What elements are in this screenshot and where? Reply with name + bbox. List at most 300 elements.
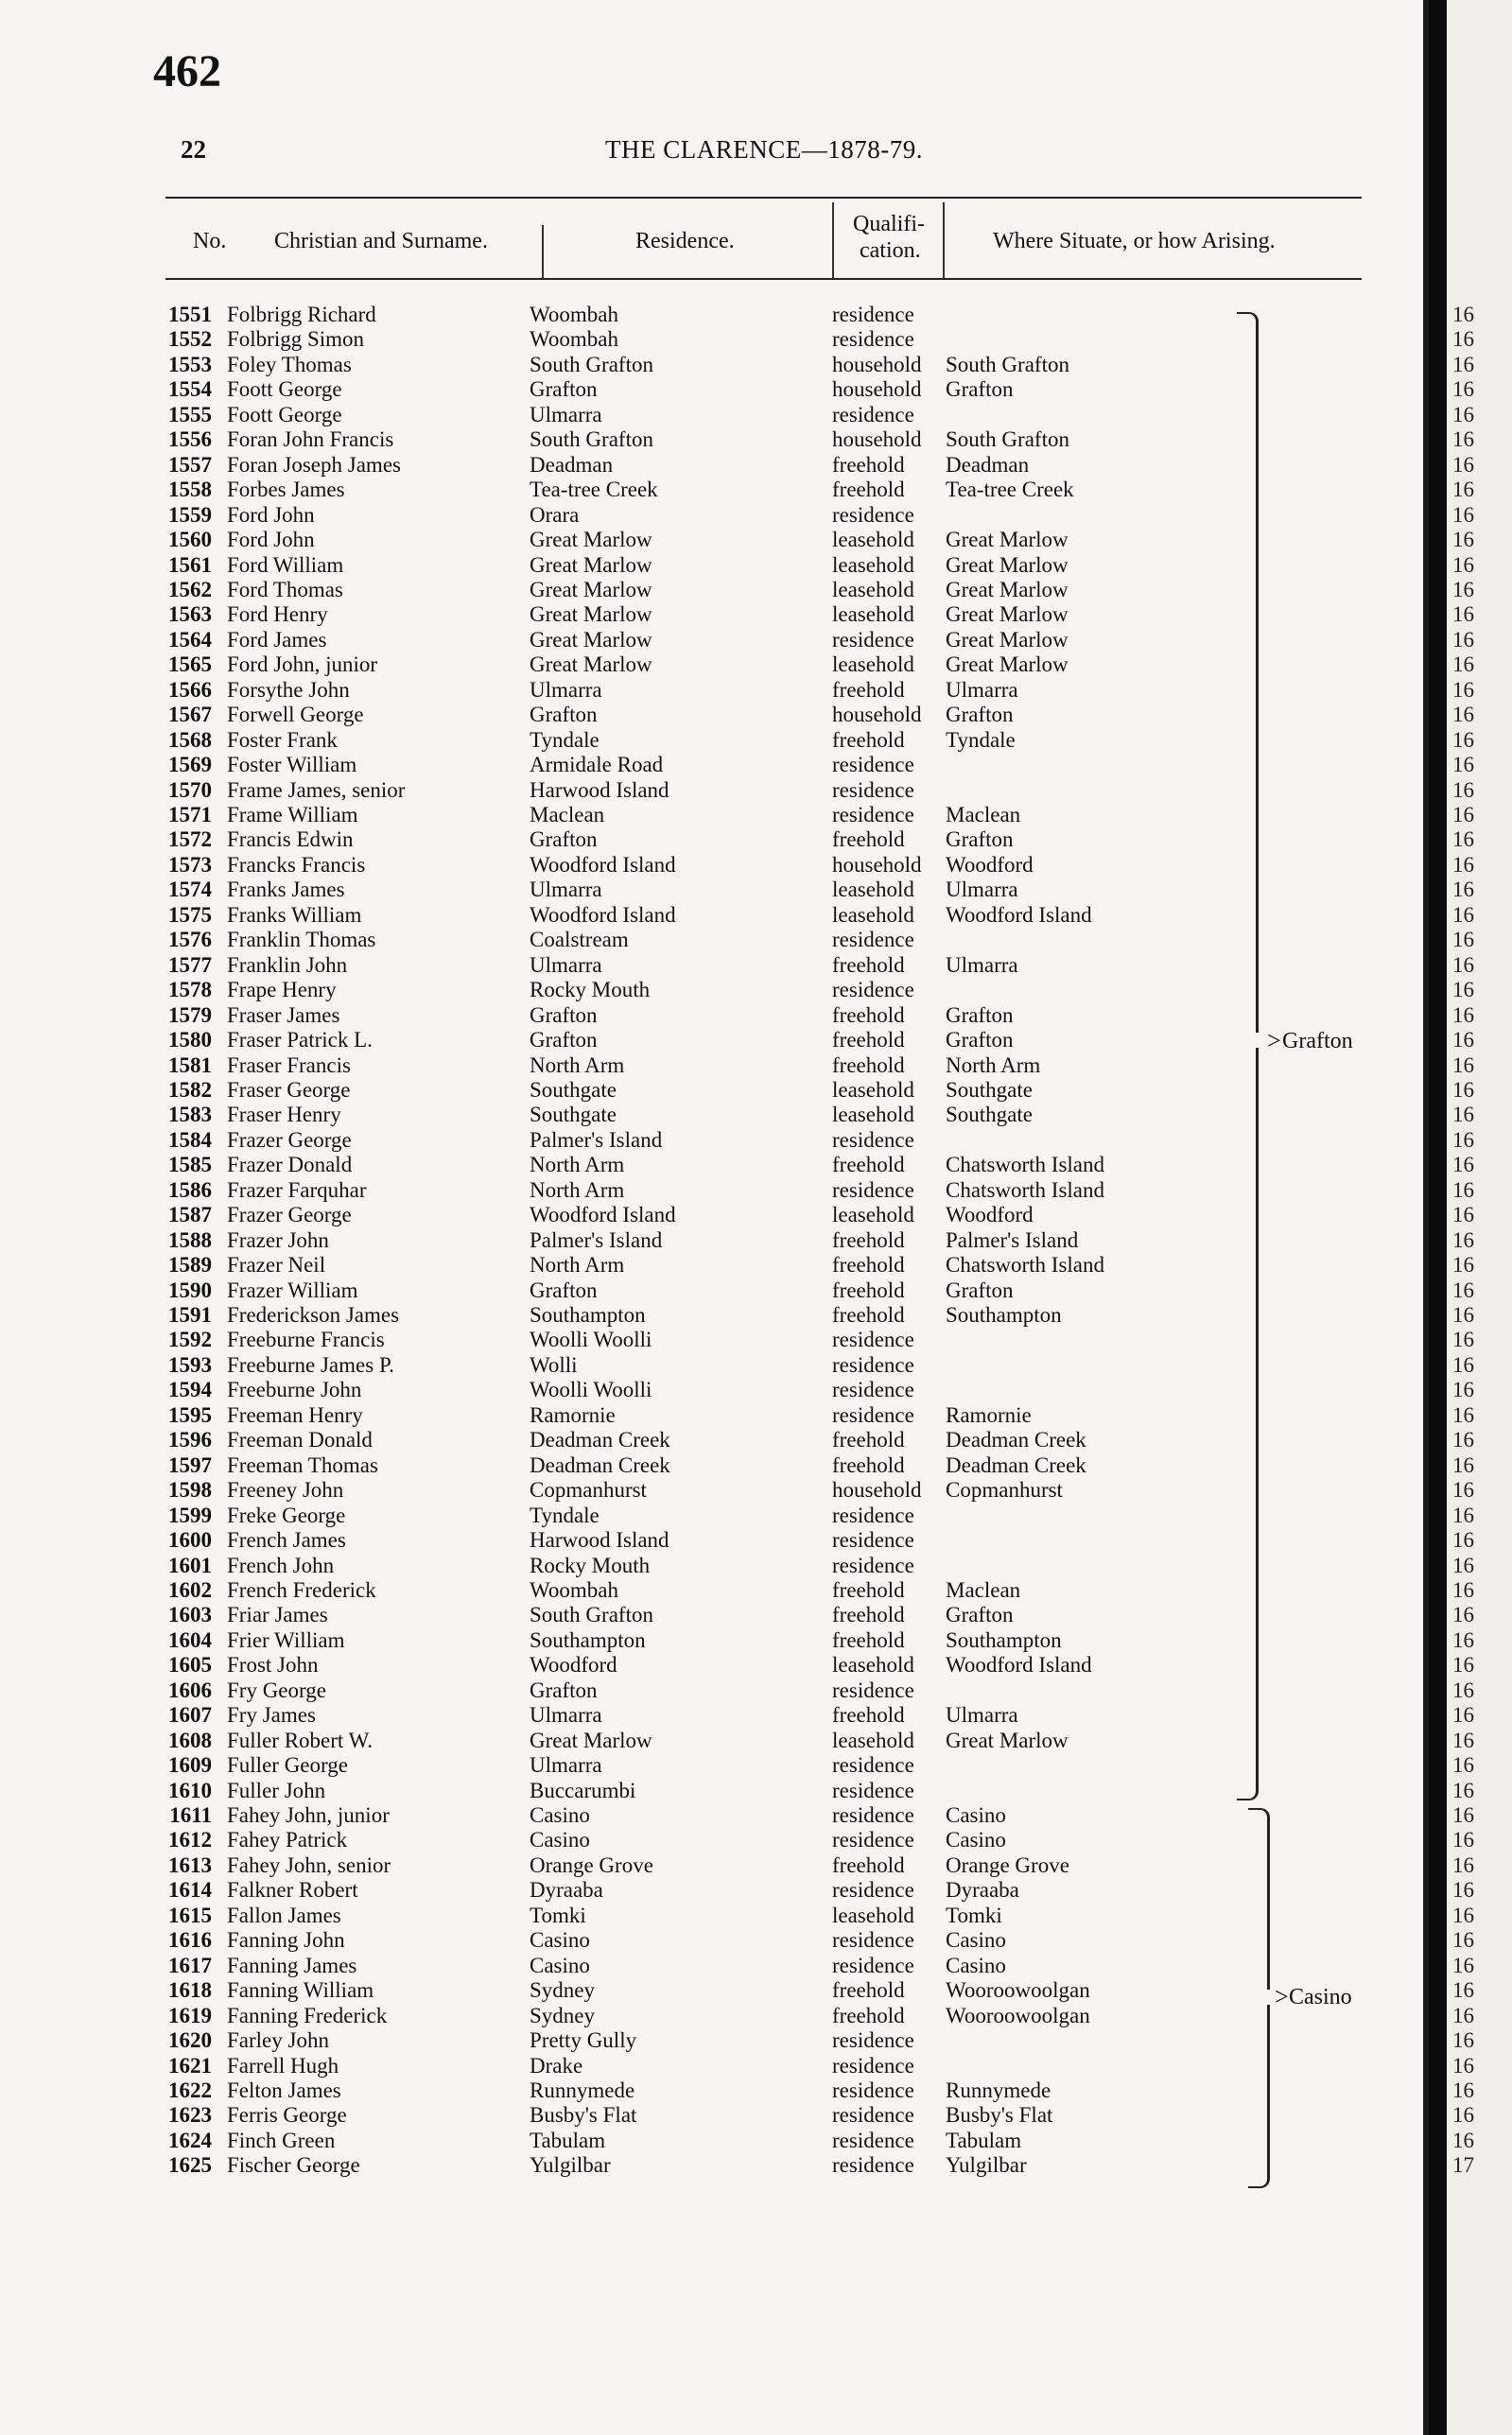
entry-number: 1602 [168, 1577, 212, 1602]
header-divider-2 [832, 202, 834, 278]
entry-qualification: residence [832, 1127, 914, 1152]
entry-residence: Grafton [530, 1678, 598, 1702]
entry-where-situate: Tyndale [946, 727, 1016, 752]
facing-page-fragment: 16 [1452, 978, 1474, 1002]
entry-number: 1583 [168, 1103, 212, 1127]
entry-qualification: freehold [832, 1253, 905, 1278]
entry-qualification: residence [832, 1378, 914, 1402]
facing-page-fragment: 16 [1452, 1352, 1474, 1377]
entry-residence: Great Marlow [530, 528, 652, 552]
table-row [0, 1353, 1423, 1378]
facing-page-fragment: 16 [1452, 1728, 1474, 1752]
table-row [0, 1078, 1423, 1103]
entry-residence: Woodford Island [530, 1203, 676, 1227]
table-row [0, 1453, 1423, 1478]
table-row [0, 1053, 1423, 1078]
casino-label: Casino [1289, 1985, 1352, 2009]
entry-number: 1604 [168, 1627, 212, 1652]
entry-residence: Woodford Island [530, 902, 676, 927]
entry-where-situate: Ulmarra [946, 677, 1018, 702]
entry-number: 1620 [168, 2028, 212, 2053]
entry-qualification: residence [832, 1352, 914, 1377]
entry-where-situate: Tabulam [946, 2128, 1022, 2152]
entry-number: 1589 [168, 1253, 212, 1278]
entry-name: Fanning Frederick [227, 2003, 388, 2027]
entry-name: Forsythe John [227, 677, 350, 702]
table-row [0, 303, 1423, 327]
casino-brace-upper [1248, 1808, 1270, 1990]
entry-where-situate: Deadman Creek [946, 1428, 1086, 1452]
entry-residence: Tyndale [530, 1503, 600, 1527]
entry-name: Falkner Robert [227, 1878, 358, 1903]
facing-page-fragment: 16 [1452, 2028, 1474, 2053]
entry-where-situate: Maclean [946, 803, 1021, 826]
facing-page-fragment: 16 [1452, 1227, 1474, 1252]
table-row [0, 1478, 1423, 1503]
header-divider-1 [542, 225, 544, 278]
entry-residence: Orara [530, 502, 580, 527]
entry-qualification: leasehold [832, 652, 914, 677]
table-row [0, 2153, 1423, 2178]
table-row [0, 803, 1423, 827]
entry-qualification: leasehold [832, 1903, 914, 1927]
grafton-brace-point: > [1267, 1027, 1281, 1054]
entry-number: 1585 [168, 1153, 212, 1177]
entry-qualification: freehold [832, 1227, 905, 1252]
entry-number: 1557 [168, 452, 212, 477]
table-row [0, 427, 1423, 452]
entry-name: Ford John, junior [227, 652, 378, 677]
table-row [0, 1428, 1423, 1452]
entry-where-situate: Wooroowoolgan [946, 2003, 1090, 2027]
entry-where-situate: Grafton [946, 1002, 1014, 1027]
entry-residence: North Arm [530, 1153, 625, 1177]
entry-number: 1587 [168, 1203, 212, 1227]
facing-page-fragment: 16 [1452, 452, 1474, 477]
table-row [0, 1403, 1423, 1428]
entry-number: 1560 [168, 528, 212, 552]
entry-number: 1574 [168, 878, 212, 902]
entry-number: 1597 [168, 1452, 212, 1477]
entry-residence: Ulmarra [530, 878, 602, 902]
entry-name: Fraser Henry [227, 1103, 341, 1127]
entry-residence: Tea-tree Creek [530, 478, 658, 502]
facing-page-fragment: 16 [1452, 928, 1474, 952]
entry-name: Ford William [227, 552, 344, 577]
entry-residence: Tyndale [530, 727, 600, 752]
facing-page-fragment: 16 [1452, 1402, 1474, 1427]
table-row [0, 1253, 1423, 1278]
table-row [0, 1779, 1423, 1803]
facing-page-fragment: 16 [1452, 1177, 1474, 1202]
entry-residence: Casino [530, 1803, 590, 1827]
table-row [0, 1378, 1423, 1402]
entry-where-situate: Ramornie [946, 1402, 1032, 1427]
entry-name: Fanning William [227, 1978, 374, 2003]
entry-residence: Great Marlow [530, 552, 652, 577]
entry-name: Frost John [227, 1653, 319, 1678]
table-row [0, 327, 1423, 352]
entry-name: Farley John [227, 2028, 329, 2053]
facing-page-fragment: 16 [1452, 352, 1474, 376]
table-row [0, 2004, 1423, 2028]
entry-number: 1608 [168, 1728, 212, 1752]
entry-number: 1553 [168, 352, 212, 376]
facing-page-fragment: 16 [1452, 2128, 1474, 2152]
table-row [0, 2028, 1423, 2053]
entry-number: 1578 [168, 978, 212, 1002]
facing-page-fragment: 16 [1452, 1803, 1474, 1827]
entry-residence: South Grafton [530, 1603, 653, 1627]
entry-where-situate: Deadman [946, 452, 1030, 477]
table-row [0, 2129, 1423, 2153]
entry-where-situate: Grafton [946, 1028, 1014, 1052]
entry-residence: Buccarumbi [530, 1778, 636, 1802]
entry-number: 1593 [168, 1352, 212, 1377]
entry-qualification: residence [832, 1328, 914, 1352]
entry-name: Fahey John, senior [227, 1852, 391, 1877]
entry-where-situate: Tea-tree Creek [946, 478, 1074, 502]
entry-number: 1582 [168, 1077, 212, 1102]
table-row [0, 1928, 1423, 1953]
entry-number: 1581 [168, 1052, 212, 1077]
table-row [0, 978, 1423, 1002]
entry-residence: Wolli [530, 1352, 578, 1377]
entry-residence: Orange Grove [530, 1852, 653, 1877]
entry-where-situate: Casino [946, 1928, 1006, 1953]
table-row [0, 1128, 1423, 1153]
entry-residence: Great Marlow [530, 627, 652, 652]
entry-where-situate: Dyraaba [946, 1878, 1019, 1903]
entry-where-situate: Southgate [946, 1077, 1033, 1102]
entry-residence: Harwood Island [530, 1528, 669, 1553]
entry-number: 1616 [168, 1928, 212, 1953]
entry-residence: Deadman [530, 452, 614, 477]
facing-page-fragment: 16 [1452, 303, 1474, 326]
table-row [0, 628, 1423, 652]
entry-qualification: residence [832, 2103, 914, 2128]
entry-number: 1606 [168, 1678, 212, 1702]
entry-residence: Ramornie [530, 1402, 616, 1427]
entry-residence: Busby's Flat [530, 2103, 637, 2128]
table-row [0, 652, 1423, 677]
entry-name: Foster William [227, 753, 357, 777]
table-row [0, 353, 1423, 377]
facing-page-fragment: 16 [1452, 1903, 1474, 1927]
facing-page-fragment: 16 [1452, 1428, 1474, 1452]
entry-residence: Ulmarra [530, 677, 602, 702]
entry-residence: Woombah [530, 303, 618, 326]
entry-number: 1554 [168, 377, 212, 402]
entry-residence: Grafton [530, 1002, 598, 1027]
entry-qualification: residence [832, 1402, 914, 1427]
facing-page-fragment: 16 [1452, 1028, 1474, 1052]
entry-number: 1588 [168, 1227, 212, 1252]
entry-qualification: residence [832, 1778, 914, 1802]
entry-residence: Palmer's Island [530, 1127, 663, 1152]
entry-where-situate: Tomki [946, 1903, 1002, 1927]
entry-where-situate: Yulgilbar [946, 2153, 1027, 2178]
entry-qualification: residence [832, 303, 914, 326]
entry-residence: Ulmarra [530, 402, 602, 426]
table-row [0, 578, 1423, 602]
table-row [0, 1603, 1423, 1627]
facing-page-fragment: 16 [1452, 478, 1474, 502]
entry-number: 1613 [168, 1852, 212, 1877]
facing-page-fragment: 16 [1452, 677, 1474, 702]
entry-number: 1555 [168, 402, 212, 426]
facing-page-fragment: 16 [1452, 902, 1474, 927]
entry-qualification: residence [832, 2078, 914, 2102]
entry-number: 1617 [168, 1953, 212, 1977]
facing-page-fragment: 16 [1452, 1627, 1474, 1652]
entry-qualification: freehold [832, 1577, 905, 1602]
entry-qualification: residence [832, 2153, 914, 2178]
entry-number: 1577 [168, 952, 212, 977]
entry-number: 1568 [168, 727, 212, 752]
facing-page-fragment: 16 [1452, 878, 1474, 902]
facing-page-fragment: 16 [1452, 1378, 1474, 1402]
entry-residence: Grafton [530, 377, 598, 402]
facing-page-fragment: 16 [1452, 1678, 1474, 1702]
header-qualification-line1: Qualifi- [853, 212, 925, 236]
entry-name: Folbrigg Simon [227, 327, 365, 352]
entry-residence: Palmer's Island [530, 1227, 663, 1252]
table-row [0, 953, 1423, 978]
entry-qualification: residence [832, 978, 914, 1002]
table-row [0, 878, 1423, 902]
facing-page-fragment: 16 [1452, 1303, 1474, 1327]
facing-page-fragment: 16 [1452, 602, 1474, 627]
entry-where-situate: Chatsworth Island [946, 1153, 1105, 1177]
entry-name: Forwell George [227, 703, 364, 727]
header-qualification-line2: cation. [860, 238, 921, 263]
table-row [0, 1703, 1423, 1728]
entry-where-situate: Grafton [946, 1278, 1014, 1302]
entry-where-situate: Southampton [946, 1627, 1062, 1652]
facing-page-fragment: 16 [1452, 1503, 1474, 1527]
entry-residence: Woombah [530, 327, 618, 352]
entry-name: Foster Frank [227, 727, 338, 752]
entry-name: Frazer William [227, 1278, 358, 1302]
entry-name: Fuller John [227, 1778, 326, 1802]
entry-qualification: leasehold [832, 878, 914, 902]
entry-qualification: freehold [832, 1852, 905, 1877]
entry-residence: Grafton [530, 1028, 598, 1052]
entry-name: Ford John [227, 502, 315, 527]
entry-name: Frier William [227, 1627, 345, 1652]
entry-qualification: residence [832, 1953, 914, 1977]
facing-page-fragment: 16 [1452, 2078, 1474, 2102]
entry-where-situate: Chatsworth Island [946, 1253, 1105, 1278]
entry-residence: Woombah [530, 1577, 618, 1602]
entry-number: 1614 [168, 1878, 212, 1903]
entry-where-situate: Chatsworth Island [946, 1177, 1105, 1202]
entry-residence: Deadman Creek [530, 1428, 670, 1452]
table-row [0, 728, 1423, 753]
table-row [0, 678, 1423, 703]
facing-page-fragment: 16 [1452, 952, 1474, 977]
entry-qualification: residence [832, 1803, 914, 1827]
entry-name: Ferris George [227, 2103, 347, 2128]
entry-number: 1596 [168, 1428, 212, 1452]
entry-name: Ford James [227, 627, 327, 652]
facing-page-fragment: 16 [1452, 1278, 1474, 1302]
facing-page-fragment: 16 [1452, 1103, 1474, 1127]
entry-qualification: household [832, 377, 922, 402]
entry-number: 1579 [168, 1002, 212, 1027]
entry-where-situate: Ulmarra [946, 952, 1018, 977]
entry-residence: Rocky Mouth [530, 978, 651, 1002]
entry-number: 1562 [168, 577, 212, 601]
entry-name: Freeney John [227, 1478, 344, 1503]
entry-qualification: leasehold [832, 1103, 914, 1127]
entry-name: Fry James [227, 1703, 316, 1728]
entry-where-situate: Great Marlow [946, 652, 1069, 677]
table-row [0, 903, 1423, 928]
entry-name: Francis Edwin [227, 827, 354, 852]
table-row [0, 1904, 1423, 1928]
entry-where-situate: Wooroowoolgan [946, 1978, 1090, 2003]
entry-number: 1563 [168, 602, 212, 627]
entry-residence: Rocky Mouth [530, 1553, 651, 1577]
entry-where-situate: Casino [946, 1828, 1006, 1852]
entry-residence: Casino [530, 1828, 590, 1852]
entry-where-situate: Runnymede [946, 2078, 1051, 2102]
entry-qualification: leasehold [832, 528, 914, 552]
entry-residence: Casino [530, 1928, 590, 1953]
entry-number: 1556 [168, 427, 212, 452]
facing-page-fragment: 16 [1452, 1002, 1474, 1027]
facing-page-fragment: 16 [1452, 627, 1474, 652]
entry-name: Fischer George [227, 2153, 360, 2178]
entry-qualification: household [832, 852, 922, 877]
entry-residence: Great Marlow [530, 1728, 652, 1752]
entry-qualification: freehold [832, 1703, 905, 1728]
facing-page-fragment: 16 [1452, 2053, 1474, 2078]
entry-residence: Coalstream [530, 928, 629, 952]
entry-qualification: leasehold [832, 1728, 914, 1752]
table-row [0, 1303, 1423, 1328]
header-top-rule [165, 197, 1362, 199]
grafton-brace-upper [1237, 312, 1259, 1033]
table-row [0, 1228, 1423, 1253]
entry-number: 1591 [168, 1303, 212, 1327]
entry-number: 1612 [168, 1828, 212, 1852]
entry-where-situate: Deadman Creek [946, 1452, 1086, 1477]
entry-residence: Deadman Creek [530, 1452, 670, 1477]
facing-page-fragment: 16 [1452, 1928, 1474, 1953]
entry-qualification: residence [832, 502, 914, 527]
entry-name: Frape Henry [227, 978, 337, 1002]
entry-residence: Harwood Island [530, 777, 669, 802]
facing-page-fragment: 16 [1452, 2103, 1474, 2128]
entry-name: French Frederick [227, 1577, 376, 1602]
entry-where-situate: Great Marlow [946, 552, 1069, 577]
entry-qualification: residence [832, 1503, 914, 1527]
entry-qualification: residence [832, 803, 914, 826]
facing-page-fragment: 16 [1452, 1978, 1474, 2003]
facing-page-fragment: 16 [1452, 852, 1474, 877]
facing-page-edge [1447, 0, 1512, 2435]
entry-qualification: freehold [832, 2003, 905, 2027]
entry-residence: Pretty Gully [530, 2028, 637, 2053]
entry-residence: North Arm [530, 1052, 625, 1077]
table-row [0, 1003, 1423, 1028]
entry-qualification: freehold [832, 1603, 905, 1627]
entry-name: Fahey Patrick [227, 1828, 348, 1852]
table-row [0, 1628, 1423, 1653]
table-row [0, 1578, 1423, 1603]
facing-page-fragment: 16 [1452, 402, 1474, 426]
entry-residence: South Grafton [530, 427, 653, 452]
entry-qualification: residence [832, 2128, 914, 2152]
entry-residence: Great Marlow [530, 602, 652, 627]
entry-qualification: residence [832, 928, 914, 952]
entry-number: 1584 [168, 1127, 212, 1152]
facing-page-fragment: 16 [1452, 1577, 1474, 1602]
entry-where-situate: Palmer's Island [946, 1227, 1079, 1252]
entry-residence: Ulmarra [530, 1703, 602, 1728]
entry-where-situate: Maclean [946, 1577, 1021, 1602]
entry-number: 1598 [168, 1478, 212, 1503]
entry-number: 1571 [168, 803, 212, 826]
facing-page-fragment: 16 [1452, 1253, 1474, 1278]
entry-residence: South Grafton [530, 352, 653, 376]
header-divider-3 [943, 202, 945, 278]
entry-where-situate: Busby's Flat [946, 2103, 1053, 2128]
table-row [0, 1828, 1423, 1852]
entry-where-situate: Copmanhurst [946, 1478, 1063, 1503]
entry-name: Frazer John [227, 1227, 329, 1252]
entry-where-situate: Great Marlow [946, 1728, 1069, 1752]
entry-number: 1573 [168, 852, 212, 877]
entry-name: Ford Henry [227, 602, 328, 627]
entry-residence: Great Marlow [530, 577, 652, 601]
entry-qualification: residence [832, 777, 914, 802]
entry-residence: Southampton [530, 1627, 646, 1652]
grafton-brace-lower [1237, 1048, 1259, 1800]
entry-number: 1575 [168, 902, 212, 927]
facing-page-fragment: 16 [1452, 1852, 1474, 1877]
table-row [0, 1528, 1423, 1553]
entry-name: Franklin Thomas [227, 928, 376, 952]
grafton-label: Grafton [1282, 1029, 1353, 1053]
entry-number: 1586 [168, 1177, 212, 1202]
entry-name: Frame William [227, 803, 358, 826]
entry-qualification: freehold [832, 727, 905, 752]
folio-number: 462 [153, 46, 221, 96]
entry-number: 1619 [168, 2003, 212, 2027]
entry-qualification: leasehold [832, 1077, 914, 1102]
entry-name: Fahey John, junior [227, 1803, 390, 1827]
header-bottom-rule [165, 278, 1362, 280]
entry-residence: Yulgilbar [530, 2153, 611, 2178]
entry-number: 1599 [168, 1503, 212, 1527]
entry-where-situate: Southampton [946, 1303, 1062, 1327]
entry-where-situate: North Arm [946, 1052, 1041, 1077]
entry-number: 1623 [168, 2103, 212, 2128]
entry-name: Ford John [227, 528, 315, 552]
entry-where-situate: Great Marlow [946, 528, 1069, 552]
table-row [0, 1103, 1423, 1127]
entry-qualification: residence [832, 2028, 914, 2053]
entry-name: Forbes James [227, 478, 345, 502]
entry-residence: Sydney [530, 1978, 595, 2003]
entry-number: 1559 [168, 502, 212, 527]
entry-name: Francks Francis [227, 852, 366, 877]
table-row [0, 2078, 1423, 2103]
